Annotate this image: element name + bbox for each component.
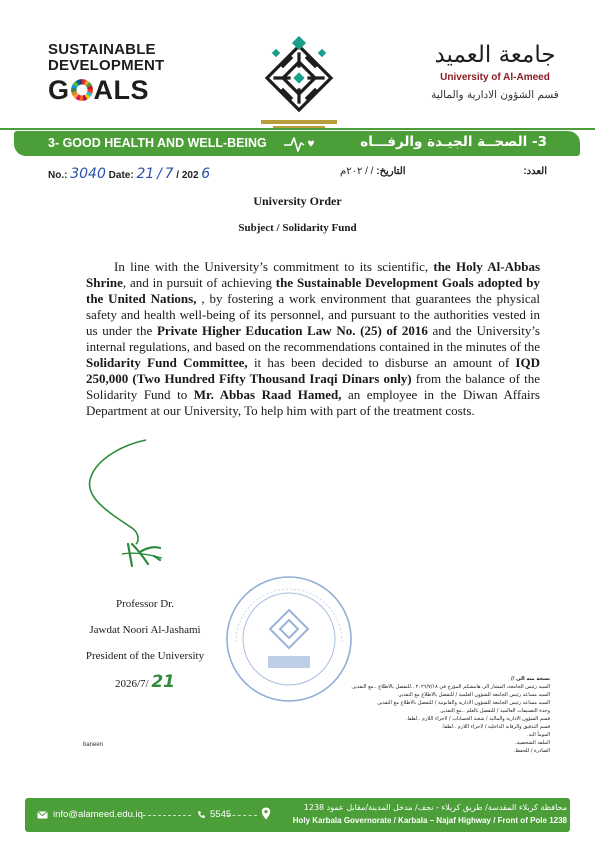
signatory-block bbox=[60, 591, 230, 697]
sdg-logo-line1: SUSTAINABLE bbox=[48, 41, 156, 58]
sdg-goal-arabic: 3- الصحــة الجيـدة والرفـــاه bbox=[360, 134, 547, 150]
distribution-item: الملفة الشخصية. bbox=[515, 740, 550, 746]
signatory-title: Professor Dr. bbox=[115, 598, 175, 610]
footer-email[interactable] bbox=[37, 809, 143, 820]
footer-bar bbox=[25, 798, 570, 832]
document-body bbox=[86, 259, 540, 419]
distribution-item: المومأ اليه. bbox=[527, 732, 550, 738]
sdg-goals-g: G bbox=[48, 75, 70, 105]
footer-divider bbox=[227, 815, 257, 817]
heartbeat-icon bbox=[283, 134, 315, 154]
distribution-title: نسخة منه الى // bbox=[510, 676, 550, 682]
department-name-arabic: قسم الشؤون الادارية والمالية bbox=[431, 89, 559, 101]
body-text-run: from the balance of the Solidarity Fund to bbox=[86, 371, 540, 402]
sdg-goals-als: ALS bbox=[93, 75, 150, 105]
sdg-color-wheel-icon bbox=[71, 79, 93, 101]
university-name-arabic: جامعة العميد bbox=[434, 42, 556, 68]
location-pin-icon bbox=[261, 807, 271, 820]
sdg-logo-goals bbox=[48, 76, 168, 104]
signatory-date-handwritten: 21 bbox=[151, 672, 176, 692]
university-name-english: University of Al-Ameed bbox=[440, 72, 550, 83]
typist-initials: baneen bbox=[83, 742, 104, 748]
arabic-date-label: التاريخ: bbox=[376, 166, 406, 177]
number-label: No.: bbox=[48, 170, 68, 181]
university-name-block bbox=[425, 40, 565, 101]
arabic-number-label: العدد: bbox=[523, 166, 547, 177]
body-text-run: it has been decided to disburse an amount of bbox=[247, 355, 516, 370]
distribution-item: الصادرة / للحفظ. bbox=[513, 748, 550, 754]
footer-divider bbox=[143, 815, 191, 817]
distribution-item: وحدة التصنيفات العالمية / للتفضل بالعلم ..مع التقدير. bbox=[439, 708, 550, 714]
distribution-item: قسم التدقيق والرقابة الداخلية / لاجراء اللازم ..لطفا. bbox=[441, 724, 550, 730]
signatory-position: President of the University bbox=[85, 650, 205, 662]
document-title: University Order bbox=[253, 194, 342, 208]
number-value-handwritten: 3040 bbox=[70, 166, 106, 182]
distribution-item: السيد رئيس الجامعة، المشار الى هامشكم المؤرخ في ٢٠٢٦/٧/١٨ ..للتفضل بالاطلاع ..مع التقدير. bbox=[351, 684, 550, 690]
sdg-goal-english: 3- GOOD HEALTH AND WELL-BEING bbox=[48, 136, 267, 150]
body-emphasis: Mr. Abbas Raad Hamed, bbox=[193, 387, 342, 402]
body-text-run: , and in pursuit of achieving bbox=[122, 275, 276, 290]
body-emphasis: Solidarity Fund Committee, bbox=[86, 355, 248, 370]
signatory-date-printed: 2026/7/ bbox=[114, 678, 149, 690]
body-text-run: , by fostering a work environment that guarantees the physical safety and health well-being of its personnel, and pursuant to the authorities vested in us under the bbox=[86, 291, 540, 338]
sdg-logo-line2: DEVELOPMENT bbox=[48, 57, 165, 74]
body-emphasis: the Holy Al-Abbas Shrine bbox=[86, 259, 541, 290]
reference-english bbox=[48, 166, 210, 182]
body-emphasis: Private Higher Education Law No. (25) of 2016 bbox=[156, 323, 428, 338]
header-rule bbox=[0, 128, 595, 130]
date-year-prefix: / 202 bbox=[176, 170, 199, 181]
date-label: Date: bbox=[108, 170, 134, 181]
body-text-run: In line with the University’s commitment to its scientific, bbox=[114, 259, 434, 274]
footer-address-arabic: محافظة كربلاء المقدسة/ طريق كربلاء - نجف/ مدخل المدينة/مقابل عمود 1238 bbox=[303, 803, 567, 812]
university-emblem-logo bbox=[253, 36, 345, 132]
footer-address bbox=[277, 801, 567, 827]
distribution-item: قسم الشؤون الادارية والمالية / شعبة الحسابات / لاجراء اللازم ..لطفا. bbox=[405, 716, 550, 722]
phone-icon bbox=[197, 810, 206, 819]
body-text-run: and the University’s internal regulations, and based on the recommendations contained in the minutes of the bbox=[86, 323, 540, 354]
signatory-name: Jawdat Noori Al-Jashami bbox=[89, 624, 201, 636]
handwritten-signature bbox=[88, 432, 198, 572]
date-day-handwritten: 21 bbox=[136, 166, 155, 182]
footer-address-english: Holy Karbala Governorate / Karbala – Najaf Highway / Front of Pole 1238 bbox=[292, 816, 567, 825]
distribution-item: السيد مساعد رئيس الجامعة للشؤون الادارية والقانونية / للتفضل بالاطلاع مع التقدير. bbox=[376, 700, 550, 706]
distribution-list bbox=[300, 675, 550, 755]
body-emphasis: IQD 250,000 (Two Hundred Fifty Thousand Iraqi Dinars only) bbox=[86, 355, 540, 386]
arabic-date-template: / / ٢٠٢م bbox=[340, 166, 374, 177]
mail-icon bbox=[37, 811, 48, 819]
document-subject: Subject / Solidarity Fund bbox=[238, 222, 357, 234]
date-month-handwritten: 7 bbox=[164, 166, 174, 182]
footer-email-text: info@alameed.edu.iq bbox=[53, 809, 143, 820]
date-sep: / bbox=[157, 166, 162, 182]
date-year-handwritten: 6 bbox=[201, 166, 211, 182]
body-text-run: an employee in the Diwan Affairs Department at our University, To help him with part of the treatment costs. bbox=[86, 387, 540, 418]
distribution-item: السيد مساعد رئيس الجامعة للشؤون العلمية / للتفضل بالاطلاع مع التقدير. bbox=[397, 692, 550, 698]
signatory-date bbox=[60, 669, 230, 697]
body-emphasis: the Sustainable Development Goals adopted by the United Nations, bbox=[86, 275, 540, 306]
footer-phone-text: 5545 bbox=[210, 809, 232, 820]
sdg-logo bbox=[48, 42, 168, 104]
reference-arabic-date bbox=[340, 166, 406, 177]
